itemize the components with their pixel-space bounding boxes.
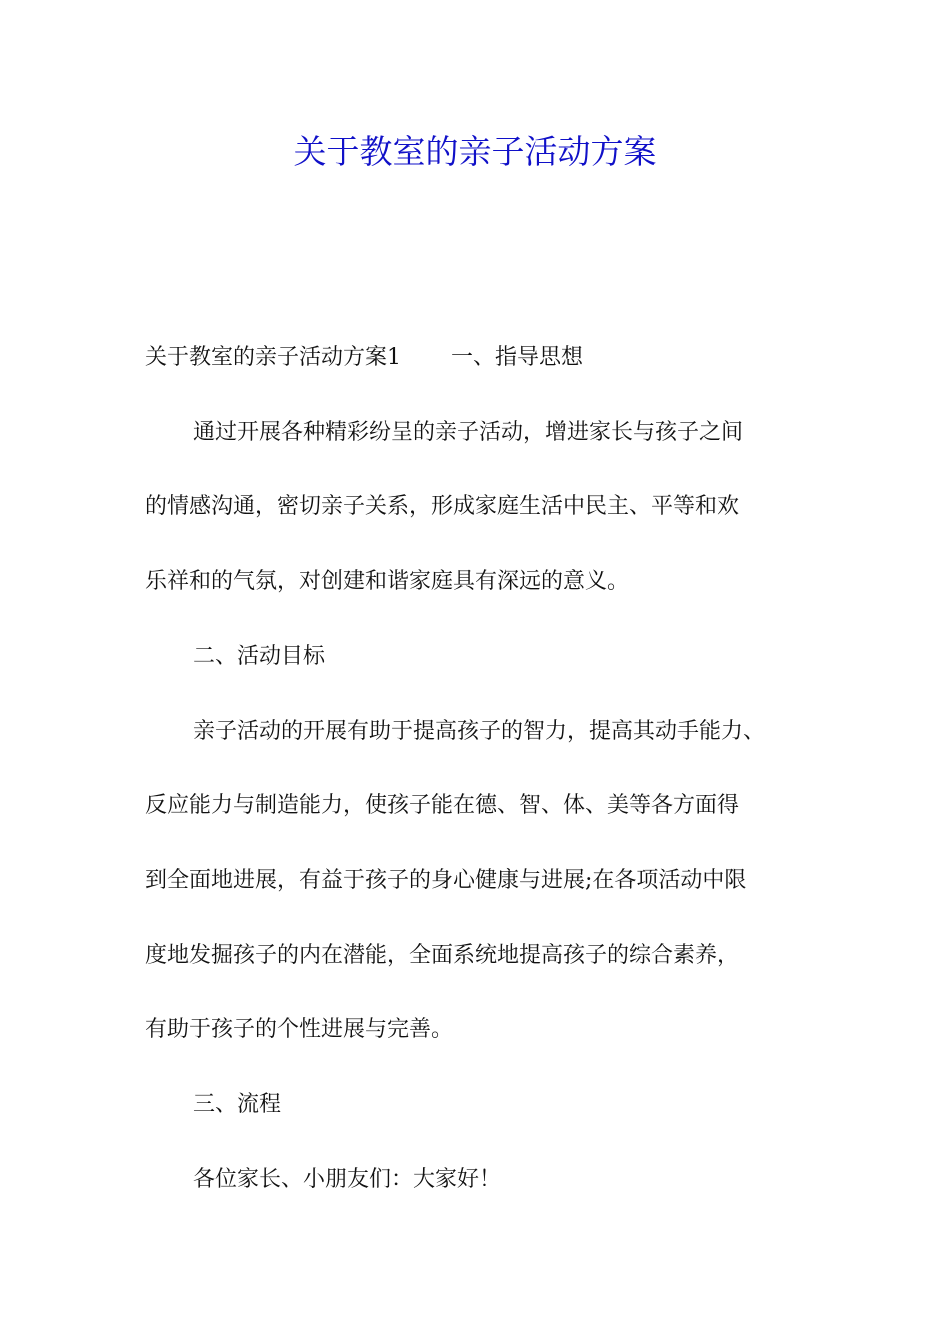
document-title: 关于教室的亲子活动方案 <box>293 132 657 171</box>
section-heading: 关于教室的亲子活动方案1 <box>145 345 401 370</box>
paragraph-2-line-4: 度地发掘孩子的内在潜能，全面系统地提高孩子的综合素养， <box>145 943 740 968</box>
paragraph-1-line-2: 的情感沟通，密切亲子关系，形成家庭生活中民主、平等和欢 <box>145 494 740 519</box>
paragraph-2-line-1: 亲子活动的开展有助于提高孩子的智力，提高其动手能力、 <box>193 719 766 744</box>
paragraph-1-line-3: 乐祥和的气氛，对创建和谐家庭具有深远的意义。 <box>145 569 630 594</box>
section-heading-line <box>145 343 583 373</box>
heading-guiding-ideology: 一、指导思想 <box>451 345 584 370</box>
paragraph-2-line-3: 到全面地进展，有益于孩子的身心健康与进展;在各项活动中限 <box>145 868 747 893</box>
heading-process: 三、流程 <box>193 1092 282 1117</box>
paragraph-1-line-1: 通过开展各种精彩纷呈的亲子活动，增进家长与孩子之间 <box>193 420 744 445</box>
paragraph-2-line-2: 反应能力与制造能力，使孩子能在德、智、体、美等各方面得 <box>145 793 740 818</box>
paragraph-3-line-1: 各位家长、小朋友们：大家好！ <box>193 1167 502 1192</box>
paragraph-2-line-5: 有助于孩子的个性进展与完善。 <box>145 1017 454 1042</box>
heading-activity-goals: 二、活动目标 <box>193 644 326 669</box>
